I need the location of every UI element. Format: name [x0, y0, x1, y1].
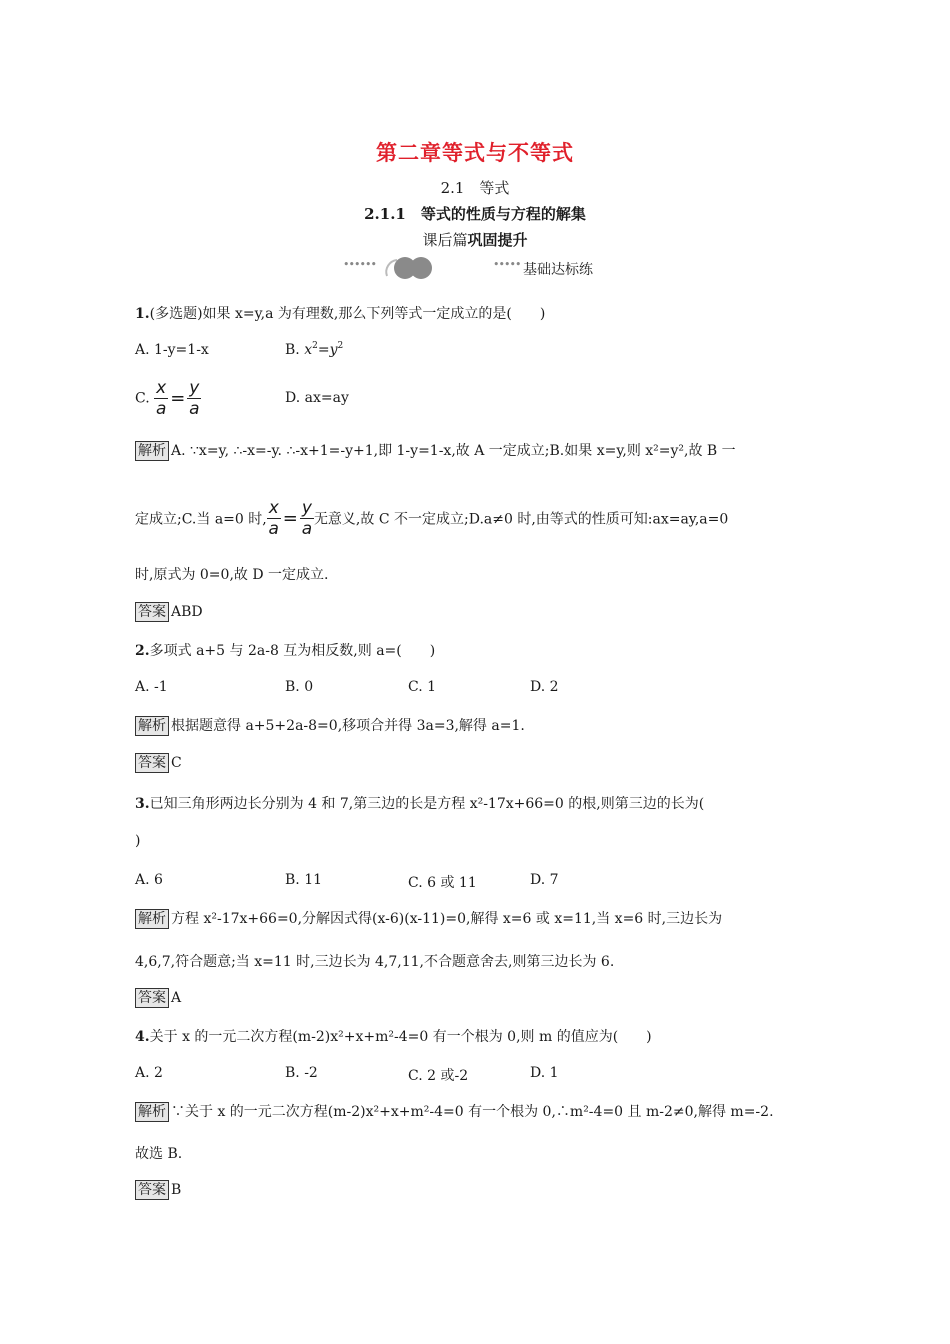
exponent: 2	[312, 341, 318, 351]
question-3-stem-end: )	[135, 833, 141, 849]
q2-analysis	[135, 715, 525, 736]
q1-option-c	[135, 378, 201, 419]
answer-value: C	[171, 755, 182, 771]
q3-option-a: A. 6	[135, 872, 163, 888]
numerator: y	[301, 498, 312, 518]
analysis-text: 根据题意得 a+5+2a-8=0,移项合并得 3a=3,解得 a=1.	[171, 718, 525, 734]
after-class-bold: 巩固提升	[467, 231, 528, 249]
analysis-text: 定成立;C.当 a=0 时,	[135, 511, 267, 528]
question-number: 1.	[135, 306, 150, 322]
analysis-text: 无意义,故 C 不一定成立;D.a≠0 时,由等式的性质可知:ax=ay,a=0	[313, 511, 729, 528]
q1-answer	[135, 602, 203, 622]
answer-tag: 答案	[135, 1180, 169, 1200]
q3-analysis-line-2: 4,6,7,符合题意;当 x=11 时,三边长为 4,7,11,不合题意舍去,则第三边长为 6.	[135, 954, 615, 970]
denominator: a	[189, 399, 200, 419]
question-number: 4.	[135, 1029, 150, 1045]
question-4-stem	[135, 1026, 652, 1046]
equals: =	[170, 388, 186, 409]
q1-option-a: A. 1-y=1-x	[135, 342, 209, 358]
q2-option-c: C. 1	[408, 679, 437, 695]
banner-label: 基础达标练	[523, 262, 593, 278]
q2-option-d: D. 2	[530, 679, 559, 695]
after-class-prefix: 课后篇	[422, 231, 468, 249]
section-banner	[343, 256, 623, 280]
q4-analysis-line-2: 故选 B.	[135, 1146, 183, 1162]
analysis-text: A. ∵x=y, ∴-x=-y. ∴-x+1=-y+1,即 1-y=1-x,故 A 一定成立;B.如果 x=y,则 x²=y²,故 B 一	[171, 443, 736, 459]
fraction-y-over-a	[187, 378, 201, 419]
analysis-tag: 解析	[135, 441, 169, 461]
option-prefix: B.	[285, 342, 305, 358]
fraction-x-over-a	[154, 378, 168, 419]
equals: =	[317, 342, 330, 358]
q3-option-b: B. 11	[285, 872, 323, 888]
analysis-tag: 解析	[135, 716, 169, 736]
banner-circles-icon	[383, 256, 435, 280]
banner-dots-right: •••••	[493, 258, 521, 271]
var-y: y	[329, 342, 338, 358]
fraction-x-over-a	[267, 498, 281, 539]
q1-analysis-line-1	[135, 440, 736, 461]
q3-analysis-line-1	[135, 908, 722, 929]
answer-value: A	[171, 990, 182, 1006]
numerator: x	[268, 498, 279, 518]
after-class-heading	[0, 229, 950, 250]
equals: =	[282, 508, 298, 529]
exponent: 2	[337, 341, 344, 351]
q2-option-b: B. 0	[285, 679, 314, 695]
q1-option-d: D. ax=ay	[285, 390, 349, 406]
question-text: 已知三角形两边长分别为 4 和 7,第三边的长是方程 x²-17x+66=0 的根,则第三边的长为(	[149, 796, 705, 812]
q1-option-b	[285, 342, 343, 358]
q2-option-a: A. -1	[135, 679, 168, 695]
fraction-y-over-a	[300, 498, 314, 539]
question-3-stem	[135, 793, 704, 813]
analysis-tag: 解析	[135, 1102, 169, 1122]
subsection-heading: 2.1.1 等式的性质与方程的解集	[364, 205, 586, 223]
answer-tag: 答案	[135, 602, 169, 622]
q3-option-c: C. 6 或 11	[408, 875, 477, 891]
denominator: a	[301, 519, 313, 539]
answer-tag: 答案	[135, 988, 169, 1008]
var-x: x	[304, 342, 313, 358]
question-number: 3.	[135, 796, 150, 812]
q4-option-b: B. -2	[285, 1065, 318, 1081]
chapter-title: 第二章等式与不等式	[376, 140, 574, 165]
section-heading: 2.1 等式	[440, 179, 510, 197]
answer-value: B	[171, 1182, 182, 1198]
analysis-tag: 解析	[135, 909, 169, 929]
denominator: a	[155, 399, 167, 419]
option-prefix: C.	[135, 390, 150, 407]
numerator: x	[156, 378, 167, 398]
q3-option-d: D. 7	[530, 872, 559, 888]
numerator: y	[189, 378, 200, 398]
q2-answer	[135, 753, 182, 773]
q4-option-c: C. 2 或-2	[408, 1068, 469, 1084]
answer-tag: 答案	[135, 753, 169, 773]
q1-analysis-line-3: 时,原式为 0=0,故 D 一定成立.	[135, 567, 329, 583]
question-text: 关于 x 的一元二次方程(m-2)x²+x+m²-4=0 有一个根为 0,则 m 的值应为( )	[149, 1029, 652, 1045]
q3-answer	[135, 988, 181, 1008]
question-1-stem	[135, 303, 545, 323]
analysis-text: 方程 x²-17x+66=0,分解因式得(x-6)(x-11)=0,解得 x=6 或 x=11,当 x=6 时,三边长为	[171, 911, 723, 927]
banner-dots-left: ••••••	[343, 258, 376, 271]
q4-option-a: A. 2	[135, 1065, 163, 1081]
question-number: 2.	[135, 643, 150, 659]
q1-analysis-line-2	[135, 498, 728, 539]
q4-option-d: D. 1	[530, 1065, 559, 1081]
answer-value: ABD	[171, 604, 203, 620]
question-2-stem	[135, 640, 435, 660]
denominator: a	[268, 519, 279, 539]
q4-answer	[135, 1180, 181, 1200]
q4-analysis-line-1	[135, 1101, 774, 1122]
question-text: 多项式 a+5 与 2a-8 互为相反数,则 a=( )	[149, 643, 436, 659]
analysis-text: ∵关于 x 的一元二次方程(m-2)x²+x+m²-4=0 有一个根为 0,∴m²-4=0 且 m-2≠0,解得 m=-2.	[171, 1104, 774, 1120]
question-text: (多选题)如果 x=y,a 为有理数,那么下列等式一定成立的是( )	[149, 306, 546, 322]
